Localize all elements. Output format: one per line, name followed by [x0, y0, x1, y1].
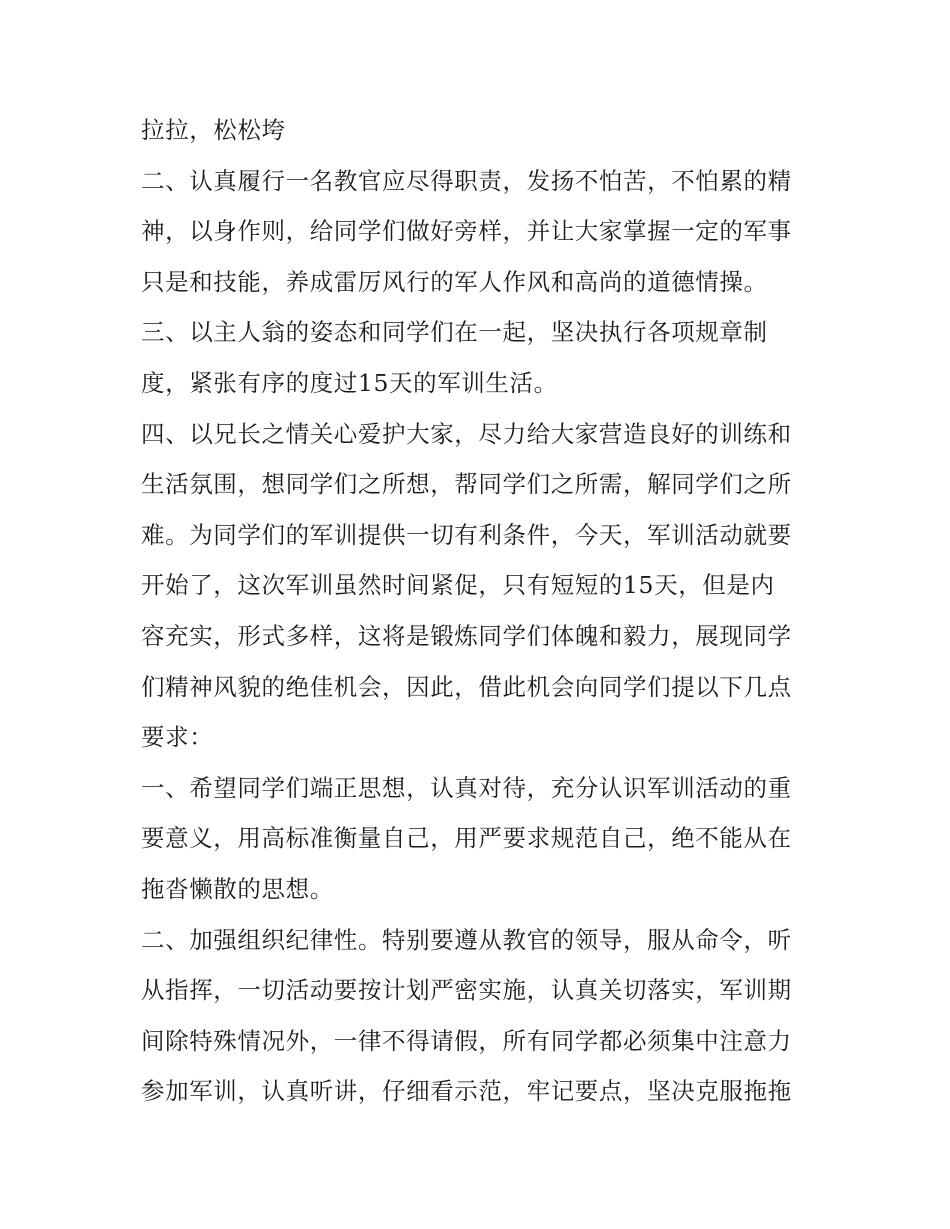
text-line: 神，以身作则，给同学们做好旁样，并让大家掌握一定的军事: [141, 217, 792, 246]
text-line: 难。为同学们的军训提供一切有利条件，今天，军训活动就要: [141, 520, 792, 549]
text-line: 们精神风貌的绝佳机会，因此，借此机会向同学们提以下几点: [141, 672, 792, 701]
text-line: 四、以兄长之情关心爱护大家，尽力给大家营造良好的训练和: [141, 419, 792, 448]
document-body: [141, 105, 813, 1117]
text-line: 二、认真履行一名教官应尽得职责，发扬不怕苦，不怕累的精: [141, 166, 792, 195]
text-line: 从指挥，一切活动要按计划严密实施，认真关切落实，军训期: [141, 976, 792, 1005]
text-line: 生活氛围，想同学们之所想，帮同学们之所需，解同学们之所: [141, 470, 792, 499]
text-line: 开始了，这次军训虽然时间紧促，只有短短的15天，但是内: [141, 571, 775, 600]
text-line: 二、加强组织纪律性。特别要遵从教官的领导，服从命令，听: [141, 925, 792, 954]
text-line: 间除特殊情况外，一律不得请假，所有同学都必须集中注意力: [141, 1026, 792, 1055]
text-line: 拖沓懒散的思想。: [141, 874, 334, 903]
text-line: 容充实，形式多样，这将是锻炼同学们体魄和毅力，展现同学: [141, 621, 792, 650]
text-line: 要意义，用高标准衡量自己，用严要求规范自己，绝不能从在: [141, 824, 792, 853]
text-line: 拉拉，松松垮: [141, 116, 286, 144]
text-line: 只是和技能，养成雷厉风行的军人作风和高尚的道德情操。: [141, 267, 768, 296]
text-line: 度，紧张有序的度过15天的军训生活。: [141, 368, 558, 397]
text-line: 一、希望同学们端正思想，认真对待，充分认识军训活动的重: [141, 773, 792, 802]
text-line: 要求：: [141, 723, 214, 752]
text-line: 参加军训，认真听讲，仔细看示范，牢记要点，坚决克服拖拖: [141, 1077, 792, 1106]
text-line: 三、以主人翁的姿态和同学们在一起，坚决执行各项规章制: [141, 318, 768, 347]
